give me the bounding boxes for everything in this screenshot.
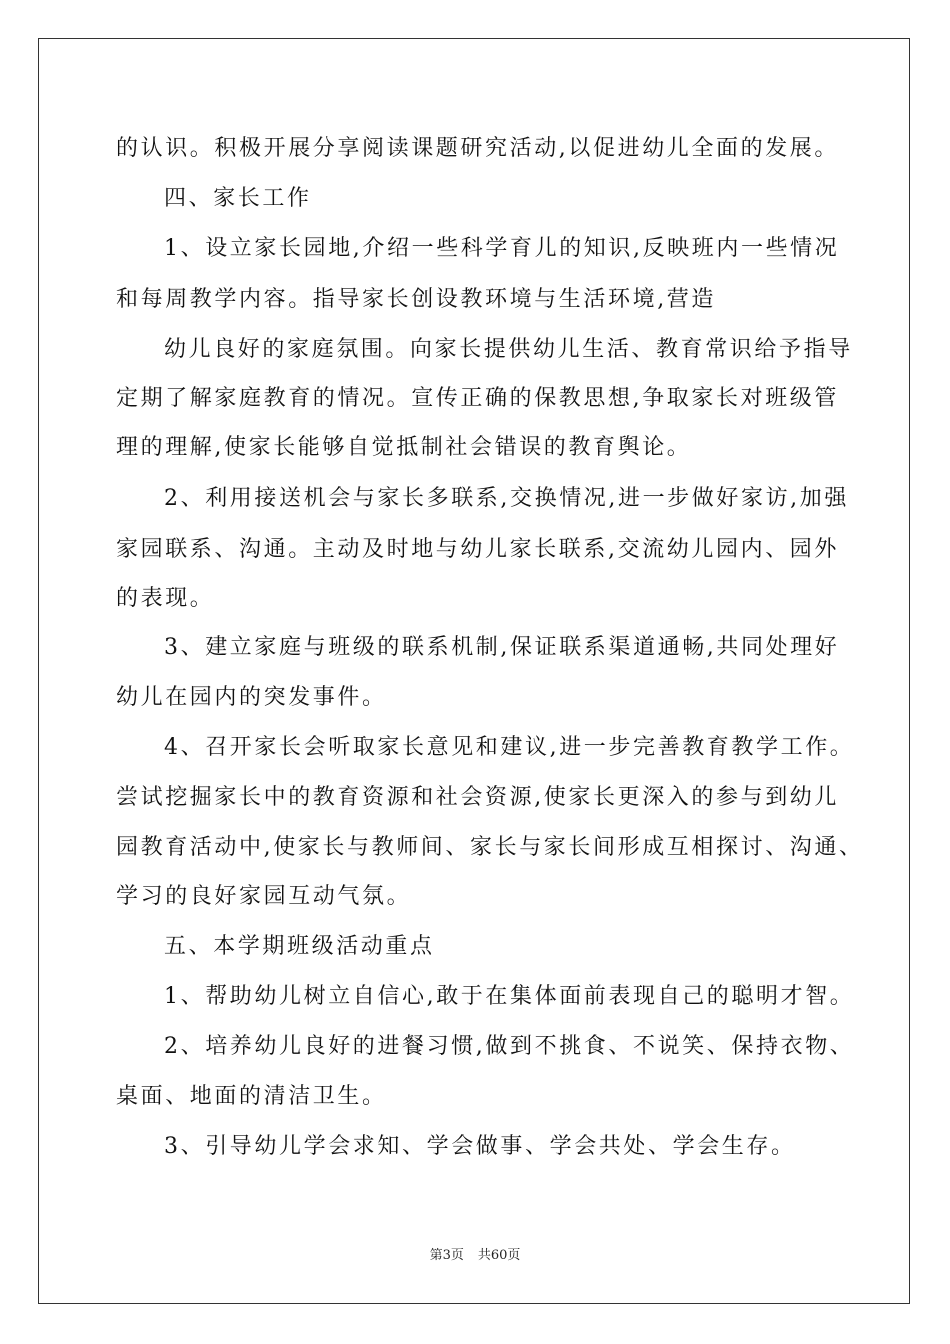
- section-heading: 四、家长工作: [164, 186, 312, 211]
- text-line: 的认识。积极开展分享阅读课题研究活动,以促进幼儿全面的发展。: [116, 136, 839, 161]
- text-line: 理的理解,使家长能够自觉抵制社会错误的教育舆论。: [116, 435, 692, 460]
- text-line: 3、引导幼儿学会求知、学会做事、学会共处、学会生存。: [164, 1134, 796, 1159]
- text-line: 2、培养幼儿良好的进餐习惯,做到不挑食、不说笑、保持衣物、: [164, 1034, 855, 1059]
- text-line: 2、利用接送机会与家长多联系,交换情况,进一步做好家访,加强: [164, 486, 849, 511]
- text-line: 幼儿在园内的突发事件。: [116, 685, 387, 710]
- text-line: 幼儿良好的家庭氛围。向家长提供幼儿生活、教育常识给予指导: [164, 337, 853, 362]
- text-line: 尝试挖掘家长中的教育资源和社会资源,使家长更深入的参与到幼儿: [116, 785, 839, 810]
- text-line: 4、召开家长会听取家长意见和建议,进一步完善教育教学工作。: [164, 735, 855, 760]
- text-line: 和每周教学内容。指导家长创设教环境与生活环境,营造: [116, 287, 716, 312]
- text-line: 1、帮助幼儿树立自信心,敢于在集体面前表现自己的聪明才智。: [164, 984, 855, 1009]
- section-heading: 五、本学期班级活动重点: [164, 934, 435, 959]
- text-line: 1、设立家长园地,介绍一些科学育儿的知识,反映班内一些情况: [164, 236, 840, 261]
- page-total: 共60页: [477, 1248, 521, 1263]
- text-line: 家园联系、沟通。主动及时地与幼儿家长联系,交流幼儿园内、园外: [116, 537, 839, 562]
- page-footer: [0, 1247, 950, 1265]
- text-line: 学习的良好家园互动气氛。: [116, 884, 412, 909]
- page-number: 第3页: [429, 1248, 464, 1263]
- page-border: [38, 38, 910, 1304]
- text-line: 定期了解家庭教育的情况。宣传正确的保教思想,争取家长对班级管: [116, 386, 839, 411]
- text-line: 的表现。: [116, 586, 215, 611]
- text-line: 3、建立家庭与班级的联系机制,保证联系渠道通畅,共同处理好: [164, 635, 840, 660]
- text-line: 园教育活动中,使家长与教师间、家长与家长间形成互相探讨、沟通、: [116, 835, 864, 860]
- text-line: 桌面、地面的清洁卫生。: [116, 1084, 387, 1109]
